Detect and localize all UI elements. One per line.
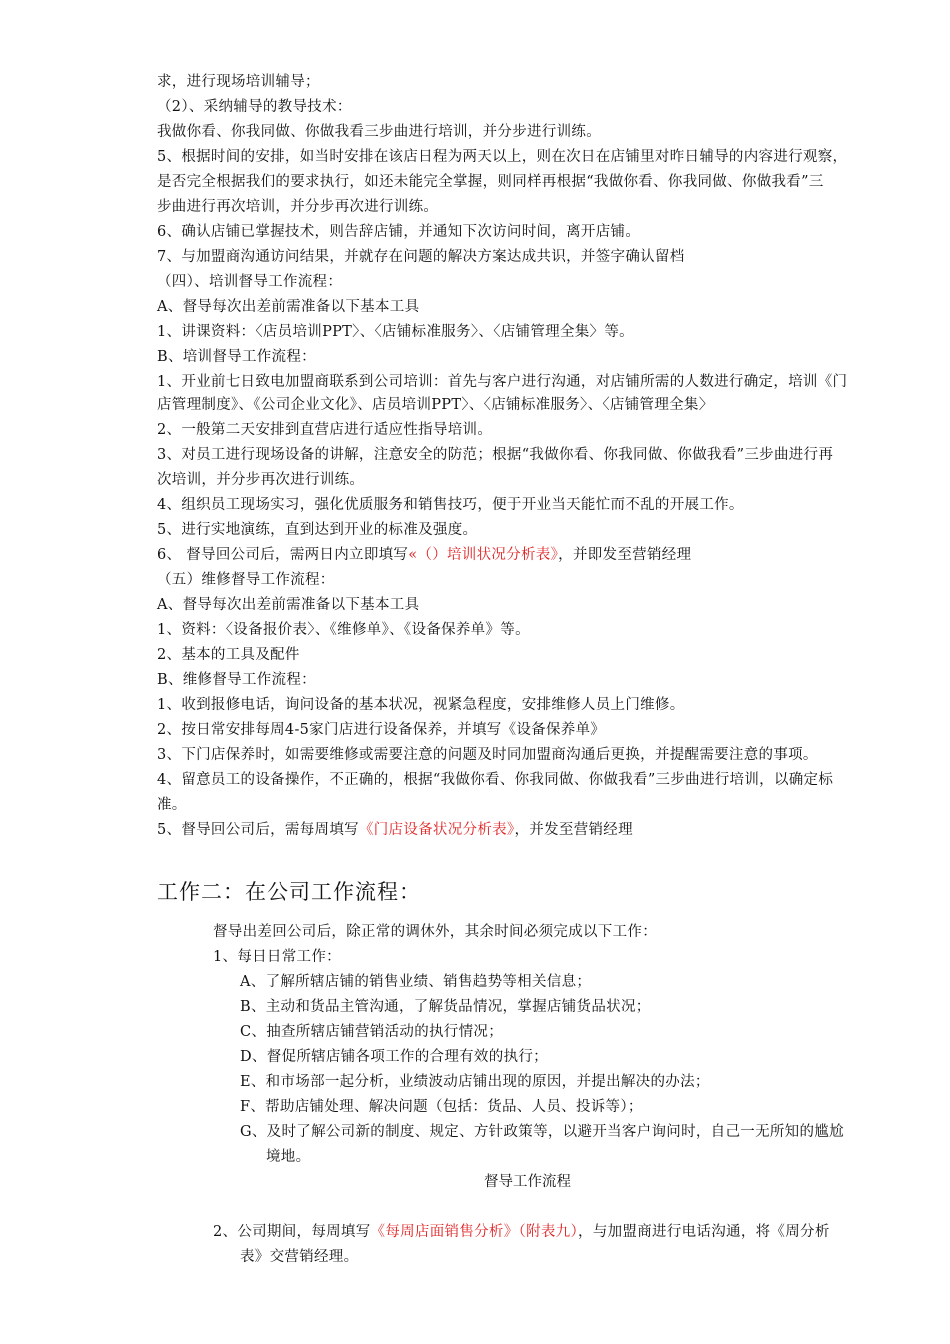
form-reference-link: 《门店设备状况分析表》 (358, 822, 515, 838)
text-line (157, 545, 691, 565)
text-segment: ，并发至营销经理 (514, 822, 633, 838)
text-line: 2、基本的工具及配件 (157, 647, 300, 663)
text-line: 1、开业前七日致电加盟商联系到公司培训：首先与客户进行沟通，对店铺所需的人数进行确定，培训《门 (157, 374, 848, 390)
text-line: B、维修督导工作流程： (157, 672, 316, 688)
text-line: B、培训督导工作流程： (157, 349, 316, 365)
subsection-title: （四）、培训督导工作流程： (157, 274, 343, 290)
text-line: 求，进行现场培训辅导； (157, 74, 320, 90)
list-item: F、帮助店铺处理、解决问题（包括：货品、人员、投诉等）； (240, 1099, 643, 1115)
text-line: A、督导每次出差前需准备以下基本工具 (157, 299, 420, 315)
text-segment: ，与加盟商进行电话沟通，将《周分析 (578, 1224, 830, 1240)
text-segment: ，并即发至营销经理 (558, 547, 692, 563)
text-line: A、督导每次出差前需准备以下基本工具 (157, 597, 420, 613)
text-line (157, 820, 633, 840)
text-line: 3、下门店保养时，如需要维修或需要注意的问题及时同加盟商沟通后更换，并提醒需要注意的事项。 (157, 747, 818, 763)
list-item: D、督促所辖店铺各项工作的合理有效的执行； (240, 1049, 548, 1065)
text-line: 次培训，并分步再次进行训练。 (157, 472, 365, 488)
form-reference-link: 《每周店面销售分析》（附表九） (370, 1224, 579, 1240)
list-item: B、主动和货品主管沟通，了解货品情况，掌握店铺货品状况； (240, 999, 651, 1015)
text-line: 1、资料：〈设备报价表〉、《维修单》、《设备保养单》等。 (157, 622, 530, 638)
text-line: 我做你看、你我同做、你做我看三步曲进行培训，并分步进行训练。 (157, 124, 601, 140)
text-line: 店管理制度》、《公司企业文化》、店员培训PPT〉、〈店铺标准服务〉、〈店铺管理全集〉 (157, 397, 714, 413)
form-reference-link: «（）培训状况分析表》 (408, 547, 559, 563)
subsection-title: （2）、采纳辅导的教导技术： (157, 99, 352, 115)
text-segment: 2、公司期间，每周填写 (213, 1224, 371, 1240)
list-item: G、及时了解公司新的制度、规定、方针政策等，以避开当客户询问时，自己一无所知的尴尬 (240, 1124, 844, 1140)
section-heading: 工作二：在公司工作流程： (157, 880, 421, 904)
text-line: 准。 (157, 797, 187, 813)
text-line (213, 1222, 830, 1242)
list-item: A、了解所辖店铺的销售业绩、销售趋势等相关信息； (240, 974, 592, 990)
text-line: 是否完全根据我们的要求执行，如还未能完全掌握，则同样再根据“我做你看、你我同做、你做我看”三 (157, 174, 824, 190)
text-segment: 6、 督导回公司后，需两日内立即填写 (157, 547, 409, 563)
figure-caption: 督导工作流程 (484, 1174, 571, 1190)
text-line: 表》交营销经理。 (240, 1249, 359, 1265)
text-line: 1、讲课资料：〈店员培训PPT〉、〈店铺标准服务〉、〈店铺管理全集〉等。 (157, 324, 634, 340)
text-line: 6、确认店铺已掌握技术，则告辞店铺，并通知下次访问时间，离开店铺。 (157, 224, 641, 240)
text-line: 步曲进行再次培训，并分步再次进行训练。 (157, 199, 439, 215)
text-line: 2、一般第二天安排到直营店进行适应性指导培训。 (157, 422, 493, 438)
text-line: 4、留意员工的设备操作，不正确的，根据“我做你看、你我同做、你做我看”三步曲进行培训，以确定标 (157, 772, 834, 788)
text-line: 3、对员工进行现场设备的讲解，注意安全的防范；根据“我做你看、你我同做、你做我看”三步曲进行再 (157, 447, 834, 463)
text-line: 4、组织员工现场实习，强化优质服务和销售技巧，便于开业当天能忙而不乱的开展工作。 (157, 497, 744, 513)
text-segment: 5、督导回公司后，需每周填写 (157, 822, 359, 838)
list-item: C、抽查所辖店铺营销活动的执行情况； (240, 1024, 503, 1040)
list-item: E、和市场部一起分析，业绩波动店铺出现的原因，并提出解决的办法； (240, 1074, 710, 1090)
text-line: 5、进行实地演练，直到达到开业的标准及强度。 (157, 522, 478, 538)
section-intro: 督导出差回公司后，除正常的调休外，其余时间必须完成以下工作： (213, 924, 657, 940)
list-title: 1、每日日常工作： (213, 949, 341, 965)
text-line: 7、与加盟商沟通访问结果，并就存在问题的解决方案达成共识，并签字确认留档 (157, 249, 685, 265)
list-item-continuation: 境地。 (266, 1149, 311, 1165)
text-line: 1、收到报修电话，询问设备的基本状况，视紧急程度，安排维修人员上门维修。 (157, 697, 685, 713)
text-line: 2、按日常安排每周4-5家门店进行设备保养，并填写《设备保养单》 (157, 722, 606, 738)
text-line: 5、根据时间的安排，如当时安排在该店日程为两天以上，则在次日在店铺里对昨日辅导的内容进行观察， (157, 149, 848, 165)
subsection-title: （五）维修督导工作流程： (157, 572, 335, 588)
